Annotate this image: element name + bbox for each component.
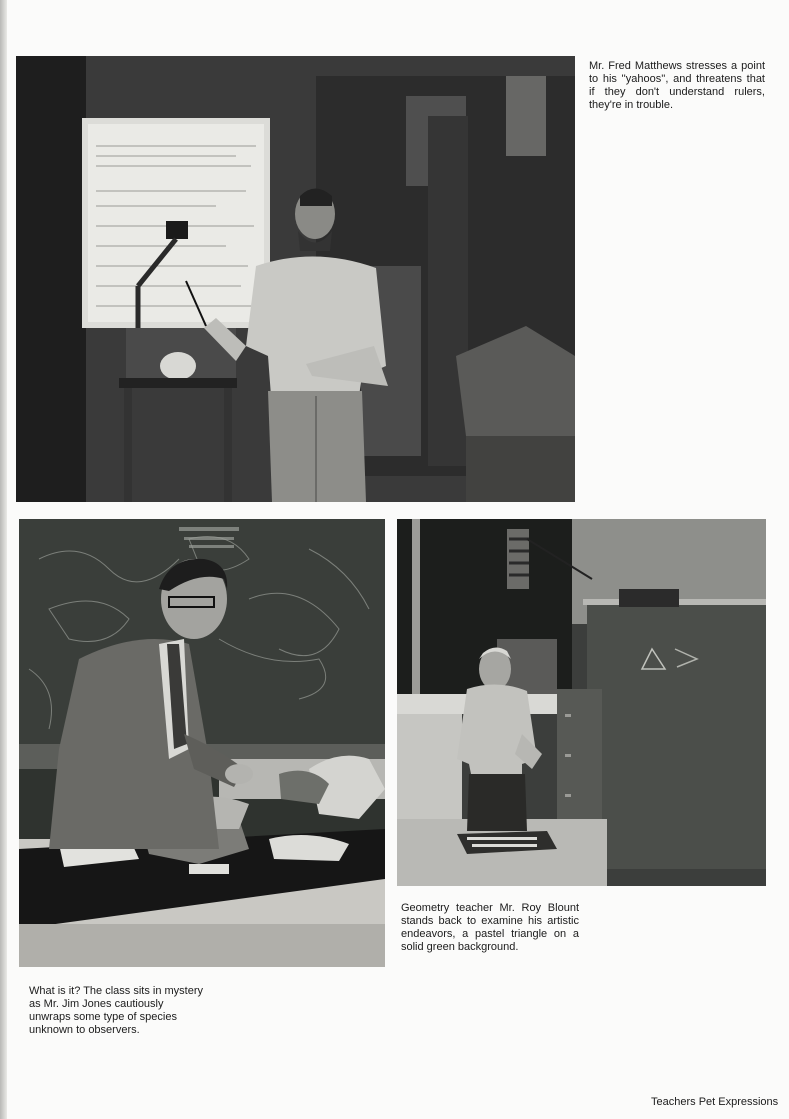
caption-jones: What is it? The class sits in mystery as Mr. Jim Jones cautiously unwraps some type of species unknown to observers. [29,985,204,1036]
caption-blount: Geometry teacher Mr. Roy Blount stands back to examine his artistic endeavors, a pastel triangle on a solid green background. [401,902,579,953]
footer-section-title: Teachers Pet Expressions [651,1096,779,1108]
photo-blount [397,519,766,886]
page-spine-shadow [0,0,7,1119]
caption-matthews: Mr. Fred Matthews stresses a point to his ''yahoos'', and threatens that if they don't understand rulers, they're in trouble. [589,60,765,111]
photo-jones [19,519,385,967]
photo-jones-illustration [19,519,385,967]
photo-matthews-illustration [16,56,575,502]
photo-blount-illustration [397,519,766,886]
photo-matthews [16,56,575,502]
